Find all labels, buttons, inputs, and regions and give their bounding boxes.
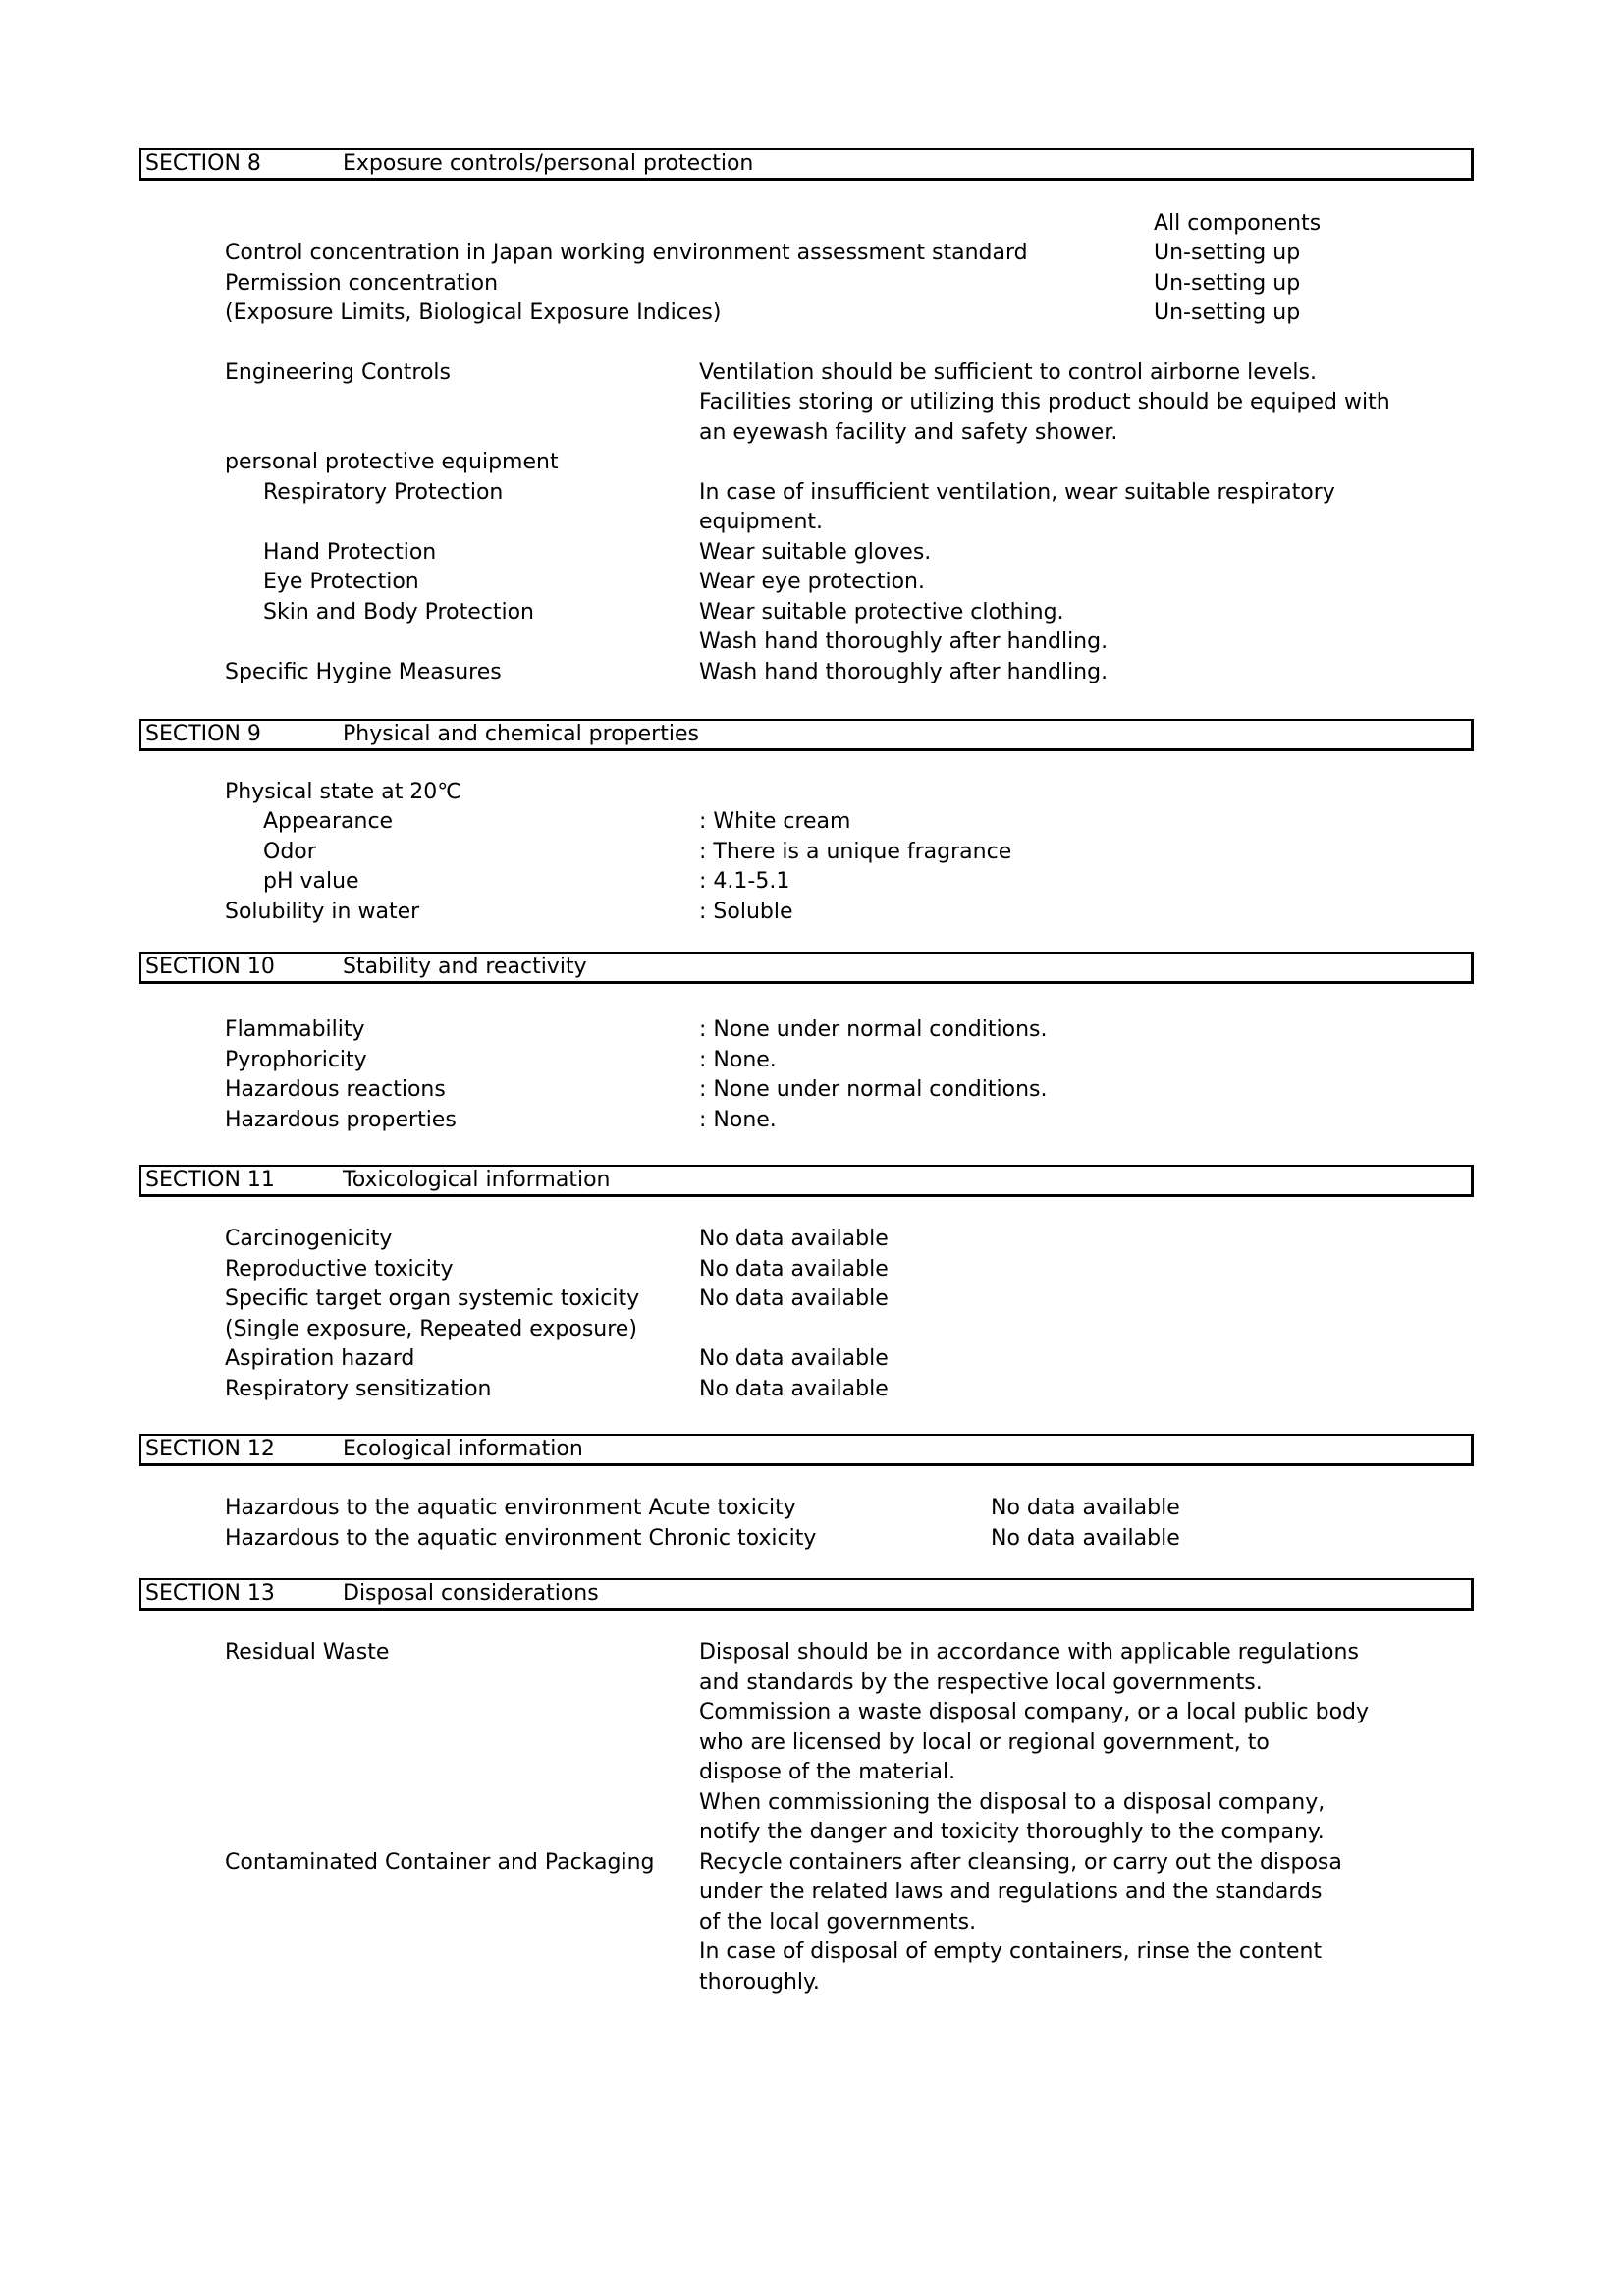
stability-label: Pyrophoricity (225, 1048, 367, 1072)
limit-value: Un-setting up (1154, 271, 1301, 296)
section-number: SECTION 13 (145, 1581, 275, 1606)
engineering-controls-line: an eyewash facility and safety shower. (699, 420, 1118, 445)
contaminated-container-line: under the related laws and regulations and the standards (699, 1880, 1323, 1904)
contaminated-container-line: Recycle containers after cleansing, or carry out the disposa (699, 1850, 1342, 1875)
limit-value: Un-setting up (1154, 241, 1301, 265)
section-12-header (139, 1434, 1474, 1466)
aquatic-acute-label: Hazardous to the aquatic environment Acute toxicity (225, 1496, 796, 1520)
aquatic-chronic-label: Hazardous to the aquatic environment Chronic toxicity (225, 1526, 817, 1551)
aquatic-acute-value: No data available (991, 1496, 1180, 1520)
residual-waste-line: dispose of the material. (699, 1760, 956, 1784)
stot-sub-label: (Single exposure, Repeated exposure) (225, 1317, 637, 1341)
section-9-header (139, 719, 1474, 751)
aspiration-hazard-label: Aspiration hazard (225, 1346, 415, 1371)
section-8-header (139, 148, 1474, 181)
odor-value: : There is a unique fragrance (699, 840, 1012, 864)
section-13-header (139, 1578, 1474, 1611)
section-title: Ecological information (343, 1437, 583, 1461)
section-11-header (139, 1165, 1474, 1197)
reproductive-toxicity-value: No data available (699, 1257, 889, 1282)
limit-value: Un-setting up (1154, 301, 1301, 325)
ph-value: : 4.1-5.1 (699, 869, 790, 894)
residual-waste-line: When commissioning the disposal to a disposal company, (699, 1790, 1326, 1815)
engineering-controls-line: Ventilation should be sufficient to control airborne levels. (699, 360, 1317, 385)
respiratory-sensitization-label: Respiratory sensitization (225, 1377, 492, 1401)
reproductive-toxicity-label: Reproductive toxicity (225, 1257, 454, 1282)
section-number: SECTION 9 (145, 722, 261, 746)
limit-label: Control concentration in Japan working environment assessment standard (225, 241, 1028, 265)
stability-value: : None under normal conditions. (699, 1017, 1048, 1042)
stability-value: : None. (699, 1048, 777, 1072)
hygiene-measures-value: Wash hand thoroughly after handling. (699, 660, 1109, 684)
skin-protection-line: Wash hand thoroughly after handling. (699, 629, 1109, 654)
ppe-label: personal protective equipment (225, 450, 559, 474)
contaminated-container-line: In case of disposal of empty containers, rinse the content (699, 1940, 1323, 1964)
residual-waste-line: Disposal should be in accordance with applicable regulations (699, 1640, 1359, 1665)
components-header: All components (1154, 211, 1322, 236)
hand-protection-value: Wear suitable gloves. (699, 540, 932, 565)
eye-protection-value: Wear eye protection. (699, 570, 925, 594)
stability-label: Hazardous reactions (225, 1077, 446, 1102)
carcinogenicity-label: Carcinogenicity (225, 1227, 393, 1251)
residual-waste-label: Residual Waste (225, 1640, 390, 1665)
aquatic-chronic-value: No data available (991, 1526, 1180, 1551)
residual-waste-line: who are licensed by local or regional government, to (699, 1730, 1270, 1755)
residual-waste-line: notify the danger and toxicity thoroughly to the company. (699, 1820, 1325, 1844)
residual-waste-line: Commission a waste disposal company, or a local public body (699, 1700, 1370, 1724)
skin-protection-label: Skin and Body Protection (263, 600, 534, 625)
carcinogenicity-value: No data available (699, 1227, 889, 1251)
section-number: SECTION 10 (145, 955, 275, 979)
respiratory-protection-label: Respiratory Protection (263, 480, 504, 505)
stability-label: Hazardous properties (225, 1108, 457, 1132)
hand-protection-label: Hand Protection (263, 540, 437, 565)
stability-label: Flammability (225, 1017, 365, 1042)
respiratory-sensitization-value: No data available (699, 1377, 889, 1401)
section-title: Exposure controls/personal protection (343, 151, 754, 176)
section-title: Stability and reactivity (343, 955, 587, 979)
solubility-value: : Soluble (699, 900, 793, 924)
limit-label: (Exposure Limits, Biological Exposure Indices) (225, 301, 722, 325)
section-title: Disposal considerations (343, 1581, 599, 1606)
stot-value: No data available (699, 1286, 889, 1311)
section-title: Physical and chemical properties (343, 722, 699, 746)
ph-label: pH value (263, 869, 359, 894)
hygiene-measures-label: Specific Hygine Measures (225, 660, 502, 684)
limit-label: Permission concentration (225, 271, 499, 296)
stability-value: : None. (699, 1108, 777, 1132)
section-number: SECTION 8 (145, 151, 261, 176)
section-number: SECTION 11 (145, 1168, 275, 1192)
engineering-controls-label: Engineering Controls (225, 360, 451, 385)
odor-label: Odor (263, 840, 316, 864)
section-10-header (139, 952, 1474, 984)
contaminated-container-label: Contaminated Container and Packaging (225, 1850, 655, 1875)
contaminated-container-line: of the local governments. (699, 1910, 977, 1935)
section-title: Toxicological information (343, 1168, 611, 1192)
stot-label: Specific target organ systemic toxicity (225, 1286, 640, 1311)
section-number: SECTION 12 (145, 1437, 275, 1461)
eye-protection-label: Eye Protection (263, 570, 419, 594)
aspiration-hazard-value: No data available (699, 1346, 889, 1371)
physical-state-label: Physical state at 20℃ (225, 780, 462, 804)
stability-value: : None under normal conditions. (699, 1077, 1048, 1102)
respiratory-protection-line: In case of insufficient ventilation, wear suitable respiratory (699, 480, 1335, 505)
residual-waste-line: and standards by the respective local governments. (699, 1670, 1263, 1695)
respiratory-protection-line: equipment. (699, 510, 824, 534)
engineering-controls-line: Facilities storing or utilizing this product should be equiped with (699, 390, 1390, 414)
appearance-value: : White cream (699, 809, 851, 834)
appearance-label: Appearance (263, 809, 394, 834)
contaminated-container-line: thoroughly. (699, 1970, 820, 1995)
solubility-label: Solubility in water (225, 900, 420, 924)
skin-protection-line: Wear suitable protective clothing. (699, 600, 1064, 625)
